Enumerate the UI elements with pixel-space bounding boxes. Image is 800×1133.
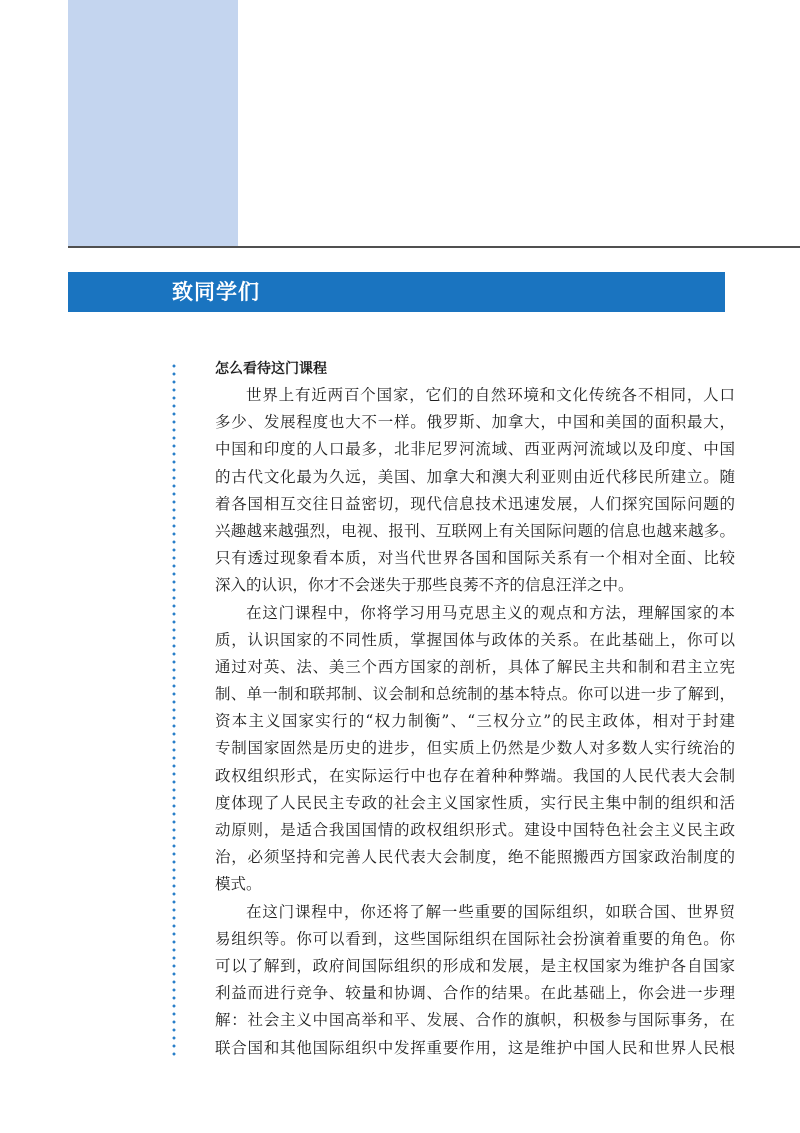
paragraph xyxy=(215,600,735,899)
paragraph-line: 通过对英、法、美三个西方国家的剖析，具体了解民主共和制和君主立宪 xyxy=(215,657,735,676)
paragraph-line: 多少、发展程度也大不一样。俄罗斯、加拿大，中国和美国的面积最大， xyxy=(215,413,735,432)
paragraph-line: 可以了解到，政府间国际组织的形成和发展，是主权国家为维护各自国家 xyxy=(215,956,735,975)
paragraph xyxy=(215,382,735,600)
paragraph-line: 政权组织形式，在实际运行中也存在着种种弊端。我国的人民代表大会制 xyxy=(215,766,735,785)
section-heading: 怎么看待这门课程 xyxy=(215,361,327,377)
paragraph-line: 利益而进行竞争、较量和协调、合作的结果。在此基础上，你会进一步理 xyxy=(215,984,735,1003)
paragraph-line: 在这门课程中，你将学习用马克思主义的观点和方法，理解国家的本 xyxy=(246,603,735,622)
paragraph-line: 质，认识国家的不同性质，掌握国体与政体的关系。在此基础上，你可以 xyxy=(215,630,735,649)
header-divider xyxy=(68,246,800,248)
paragraph-line: 着各国相互交往日益密切，现代信息技术迅速发展，人们探究国际问题的 xyxy=(215,494,735,513)
paragraph-line: 的古代文化最为久远，美国、加拿大和澳大利亚则由近代移民所建立。随 xyxy=(215,467,735,486)
page-title-bar xyxy=(68,272,725,312)
paragraph-line: 只有透过现象看本质，对当代世界各国和国际关系有一个相对全面、比较 xyxy=(215,549,735,568)
dotted-margin-line xyxy=(172,362,176,1058)
paragraph-line: 治，必须坚持和完善人民代表大会制度，绝不能照搬西方国家政治制度的 xyxy=(215,848,735,867)
paragraph-line: 易组织等。你可以看到，这些国际组织在国际社会扮演着重要的角色。你 xyxy=(215,929,735,948)
header-color-block xyxy=(68,0,238,246)
paragraph-line: 兴趣越来越强烈，电视、报刊、互联网上有关国际问题的信息也越来越多。 xyxy=(215,521,735,540)
paragraph-line: 世界上有近两百个国家，它们的自然环境和文化传统各不相同，人口 xyxy=(246,386,735,404)
paragraph-line: 制、单一制和联邦制、议会制和总统制的基本特点。你可以进一步了解到， xyxy=(215,685,735,704)
paragraph-line: 解：社会主义中国高举和平、发展、合作的旗帜，积极参与国际事务，在 xyxy=(215,1011,735,1030)
paragraph-line: 模式。 xyxy=(215,875,262,894)
page-title: 致同学们 xyxy=(172,280,260,304)
paragraph-line: 在这门课程中，你还将了解一些重要的国际组织，如联合国、世界贸 xyxy=(246,902,735,921)
paragraph-line: 中国和印度的人口最多，北非尼罗河流域、西亚两河流域以及印度、中国 xyxy=(215,440,735,459)
body-paragraphs xyxy=(215,382,735,1062)
main-content xyxy=(215,356,735,1062)
paragraph-line: 联合国和其他国际组织中发挥重要作用，这是维护中国人民和世界人民根 xyxy=(215,1038,735,1057)
paragraph-line: 动原则，是适合我国国情的政权组织形式。建设中国特色社会主义民主政 xyxy=(215,821,735,839)
paragraph-line: 资本主义国家实行的“权力制衡”、“三权分立”的民主政体，相对于封建 xyxy=(215,712,735,731)
paragraph-line: 深入的认识，你才不会迷失于那些良莠不齐的信息汪洋之中。 xyxy=(215,576,634,595)
paragraph xyxy=(215,899,735,1062)
paragraph-line: 专制国家固然是历史的进步，但实质上仍然是少数人对多数人实行统治的 xyxy=(215,739,735,758)
paragraph-line: 度体现了人民民主专政的社会主义国家性质，实行民主集中制的组织和活 xyxy=(215,793,735,812)
